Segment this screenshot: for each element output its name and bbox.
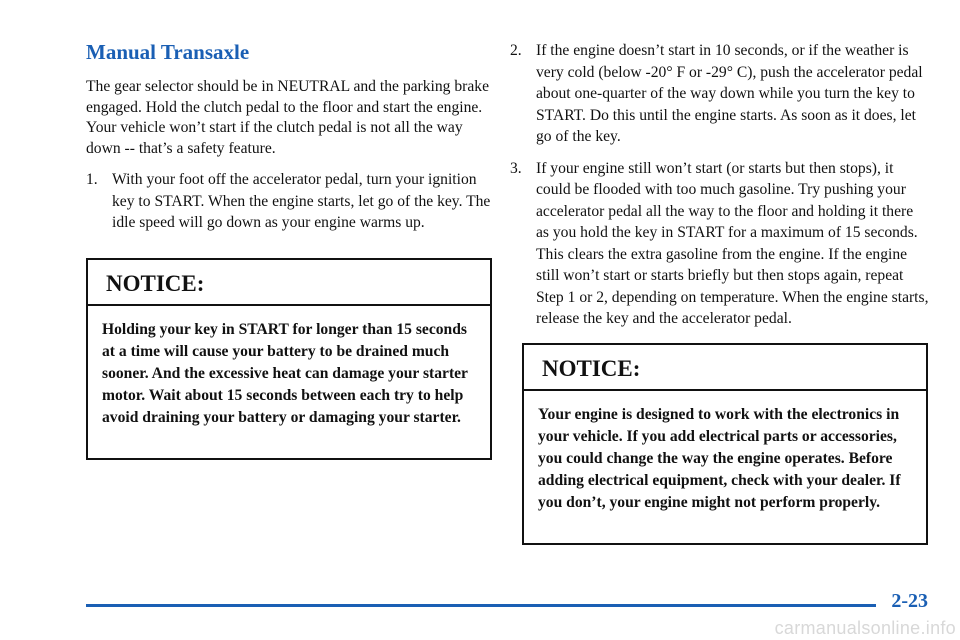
- left-column: [86, 40, 494, 244]
- step-number: 1.: [86, 171, 98, 188]
- notice-text: Holding your key in START for longer than 15 seconds at a time will cause your battery to be drained much sooner. And the excessive heat can damage your starter motor. Wait about 15 seconds between each try to help avoid draining your battery or damaging your starter.: [102, 321, 468, 426]
- step-text: If your engine still won’t start (or starts but then stops), it could be flooded with too much gasoline. Try pushing your accelerator pedal all the way to the floor and holding it there as you hold the key in START for a maximum of 15 seconds. This clears the extra gasoline from the engine. If the engine still won’t start or starts briefly but then stops again, repeat Step 1 or 2, depending on temperature. When the engine starts, release the key and the accelerator pedal.: [536, 159, 929, 327]
- step-text: With your foot off the accelerator pedal, turn your ignition key to START. When the engine starts, let go of the key. The idle speed will go down as your engine warms up.: [112, 171, 491, 231]
- notice-box-battery: [86, 258, 492, 460]
- notice-title: NOTICE:: [524, 345, 926, 391]
- list-item: [510, 40, 930, 148]
- steps-list-left: [86, 169, 494, 234]
- notice-title: NOTICE:: [88, 260, 490, 306]
- section-title: Manual Transaxle: [86, 40, 250, 64]
- right-column: [510, 40, 930, 340]
- list-item: [510, 158, 930, 330]
- list-item: [86, 169, 494, 234]
- step-text: If the engine doesn’t start in 10 seconds, or if the weather is very cold (below -20° F or -29° C), push the accelerator pedal about one-quarter of the way down while you turn the key to START. Do this until the engine starts. As soon as it does, let go of the key.: [536, 42, 923, 145]
- page-number: 2-23: [891, 590, 928, 612]
- notice-box-electronics: [522, 343, 928, 545]
- steps-list-right: [510, 40, 930, 330]
- step-number: 2.: [510, 42, 522, 59]
- notice-text: Your engine is designed to work with the electronics in your vehicle. If you add electrical parts or accessories, you could change the way the engine operates. Before adding electrical equipment, check with your dealer. If you don’t, your engine might not perform properly.: [538, 406, 901, 511]
- intro-paragraph: The gear selector should be in NEUTRAL and the parking brake engaged. Hold the clutch pedal to the floor and start the engine. Your vehicle won’t start if the clutch pedal is not all the way down -- that’s a safety feature.: [86, 78, 489, 157]
- step-number: 3.: [510, 159, 522, 177]
- footer-rule: [86, 604, 876, 607]
- watermark: carmanualsonline.info: [774, 618, 956, 638]
